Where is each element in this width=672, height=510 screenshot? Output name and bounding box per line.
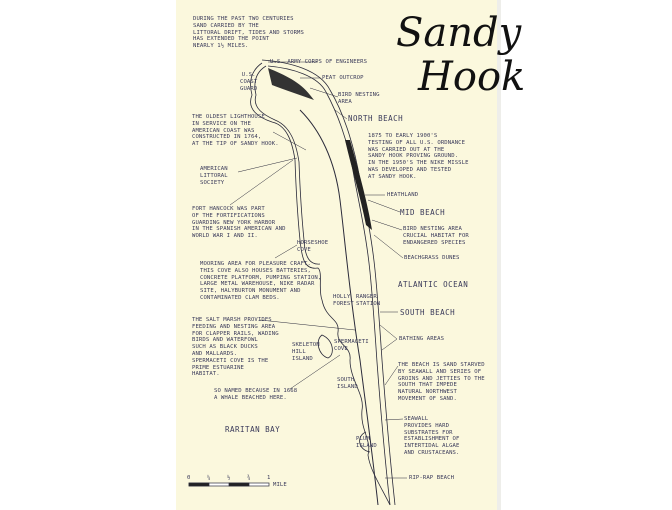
ranger-station-label: RANGER STATION — [356, 294, 381, 307]
spermaceti-cove-label: SPERMACETI COVE — [334, 339, 369, 352]
south-island-label: SOUTH ISLAND — [337, 377, 358, 390]
atlantic-ocean-label: ATLANTIC OCEAN — [398, 280, 469, 289]
south-beach-label: SOUTH BEACH — [400, 308, 456, 317]
horseshoe-cove-label: HORSESHOE COVE — [297, 240, 329, 253]
plum-island-label: PLUM ISLAND — [356, 436, 377, 449]
bathing-areas-label: BATHING AREAS — [399, 336, 445, 342]
sand-extension-note: DURING THE PAST TWO CENTURIES SAND CARRIED BY THE LITTORAL DRIFT, TIDES AND STORMS HAS EXTENDED THE POINT NEARLY 1½ MILES. — [193, 16, 304, 50]
scale-bar — [189, 483, 269, 486]
skeleton-hill-island-label: SKELETON HILL ISLAND — [292, 342, 320, 362]
scale-tick-0: 0 — [187, 475, 191, 481]
mid-beach-label: MID BEACH — [400, 208, 446, 217]
whale-note: SO NAMED BECAUSE IN 1668 A WHALE BEACHED HERE. — [214, 388, 298, 401]
coast-guard-label: U.S. COAST GUARD — [240, 72, 258, 92]
scale-tick-quarter: ¼ — [207, 475, 211, 481]
scale-tick-three-quarter: ¾ — [247, 475, 251, 481]
littoral-society-label: AMERICAN LITTORAL SOCIETY — [200, 166, 228, 186]
scale-unit: MILE — [273, 482, 287, 488]
north-beach-label: NORTH BEACH — [348, 114, 404, 123]
dune-shading — [268, 68, 314, 100]
ordnance-note: 1875 TO EARLY 1900'S TESTING OF ALL U.S. ORDNANCE WAS CARRIED OUT AT THE SANDY HOOK PROVING GROUND. IN THE 1950'S THE NIKE MISSLE WAS DEVELOPED AND TESTED AT SANDY HOOK. — [368, 133, 469, 180]
bird-nesting-area-label: BIRD NESTING AREA — [338, 92, 380, 105]
heathland-label: HEATHLAND — [387, 192, 419, 198]
beachgrass-dunes-label: BEACHGRASS DUNES — [404, 255, 460, 261]
mooring-note: MOORING AREA FOR PLEASURE CRAFT. THIS COVE ALSO HOUSES BATTERIES, CONCRETE PLATFORM, PUMPING STATION, LARGE METAL WAREHOUSE, NIKE RADAR SITE, HALYBURTON MONUMENT AND CONTAMINATED CLAM BEDS. — [200, 261, 322, 301]
bird-nesting-crucial-label: BIRD NESTING AREA CRUCIAL HABITAT FOR ENDANGERED SPECIES — [403, 226, 469, 246]
fort-hancock-note: FORT HANCOCK WAS PART OF THE FORTIFICATIONS GUARDING NEW YORK HARBOR IN THE SPANISH AMERICAN AND WORLD WAR I AND II. — [192, 206, 286, 240]
peat-outcrop-label: PEAT OUTCROP — [322, 75, 364, 81]
army-corps-label: U.S. ARMY CORPS OF ENGINEERS — [270, 59, 368, 65]
map-title-sandy: Sandy — [396, 10, 522, 56]
rip-rap-beach-label: RIP-RAP BEACH — [409, 475, 455, 481]
salt-marsh-note: THE SALT MARSH PROVIDES FEEDING AND NESTING AREA FOR CLAPPER RAILS, WADING BIRDS AND WATERFOWL SUCH AS BLACK DUCKS AND MALLARDS. SPERMACETI COVE IS THE PRIME ESTUARINE HABITAT. — [192, 317, 279, 378]
skeleton-hill-island — [318, 335, 332, 358]
holly-forest-label: HOLLY FOREST — [333, 294, 354, 307]
groins-note: THE BEACH IS SAND STARVED BY SEAWALL AND SERIES OF GROINS AND JETTIES TO THE SOUTH THAT IMPEDE NATURAL NORTHWEST MOVEMENT OF SAND. — [398, 362, 485, 402]
raritan-bay-label: RARITAN BAY — [225, 425, 281, 434]
scale-tick-1: 1 — [267, 475, 271, 481]
map-title-hook: Hook — [418, 54, 526, 100]
lighthouse-note: THE OLDEST LIGHTHOUSE IN SERVICE ON THE AMERICAN COAST WAS CONSTRUCTED IN 1764, AT THE TIP OF SANDY HOOK. — [192, 114, 279, 148]
scale-tick-half: ½ — [227, 475, 231, 481]
seawall-note: SEAWALL PROVIDES HARD SUBSTRATES FOR ESTABLISHMENT OF INTERTIDAL ALGAE AND CRUSTACEANS. — [404, 416, 460, 456]
